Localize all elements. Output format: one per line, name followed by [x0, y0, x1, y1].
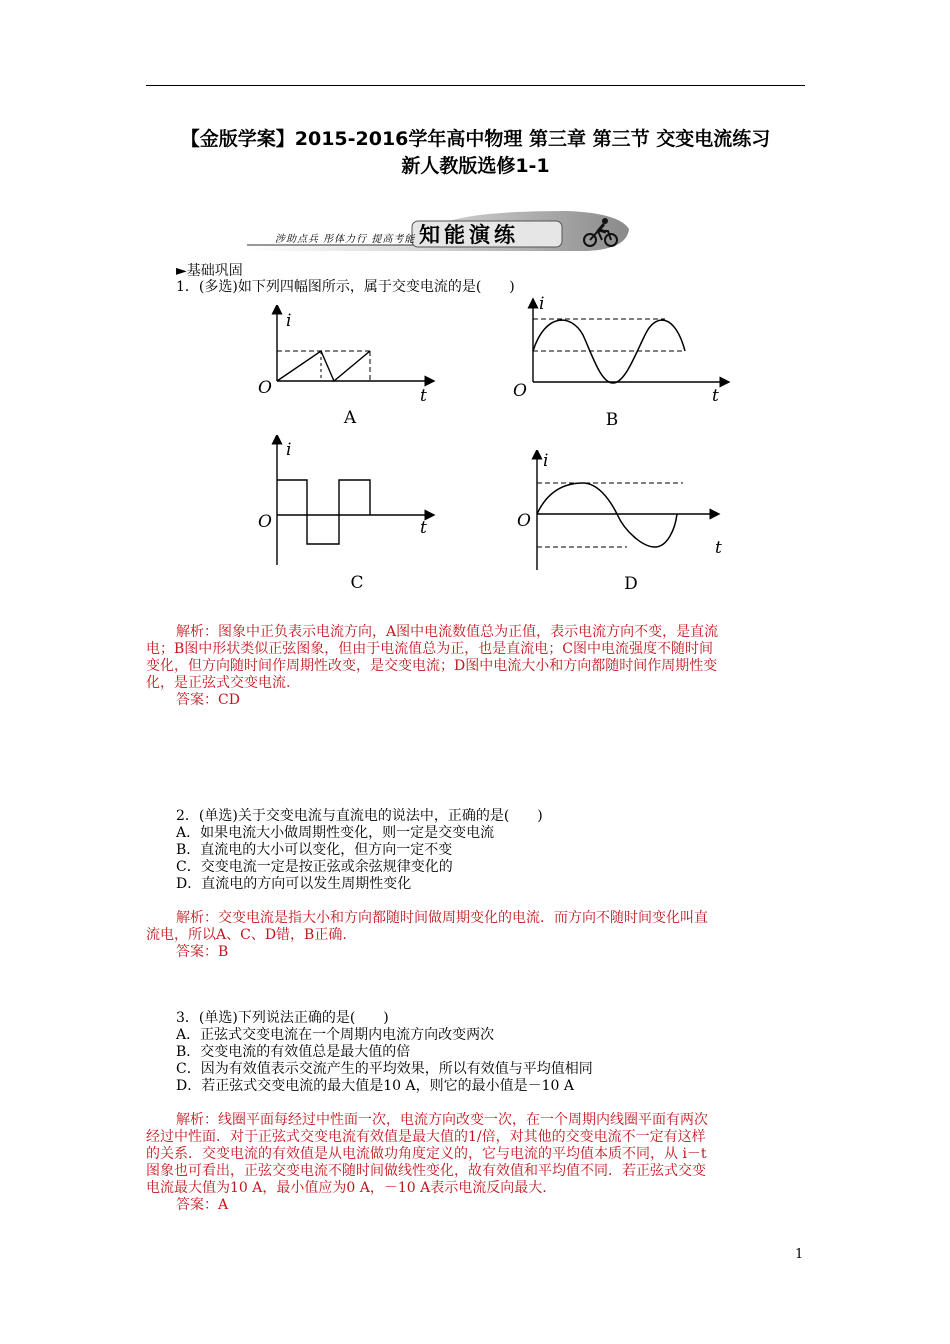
- graph-c-origin: O: [258, 512, 272, 532]
- graph-b: [505, 295, 745, 435]
- q3-analysis-line: 电流最大值为10 A，最小值应为0 A，－10 A表示电流反向最大.: [146, 1180, 547, 1196]
- graph-c-axis-i: i: [286, 440, 292, 460]
- q1-stem: 1．(多选)如下列四幅图所示，属于交变电流的是( ): [176, 279, 515, 295]
- q2-stem: 2．(单选)关于交变电流与直流电的说法中，正确的是( ): [176, 808, 543, 824]
- section-heading: ►基础巩固: [176, 263, 243, 279]
- q2-analysis-line: 流电，所以A、C、D错，B正确.: [146, 927, 347, 943]
- section-banner: [247, 207, 632, 257]
- graph-a-origin: O: [258, 378, 272, 398]
- banner-slogan: 涉助点兵 彤体力行 提高考能: [275, 234, 416, 245]
- page-number: 1: [795, 1247, 804, 1262]
- graph-c-label: C: [350, 573, 364, 593]
- q3-analysis-line: 图象也可看出，正弦交变电流不随时间做线性变化，故有效值和平均值不同．若正弦式交变: [146, 1163, 706, 1179]
- q2-option: A．如果电流大小做周期性变化，则一定是交变电流: [176, 825, 495, 841]
- document-title-line2: 新人教版选修1-1: [401, 155, 550, 177]
- q3-analysis-line: 的关系．交变电流的有效值是从电流做功角度定义的，它与电流的平均值本质不同，从 i－t: [146, 1146, 707, 1162]
- graph-d: [505, 450, 745, 595]
- q2-option: C．交变电流一定是按正弦或余弦规律变化的: [176, 859, 453, 875]
- graph-b-origin: O: [513, 381, 527, 401]
- graph-d-axis-t: t: [715, 538, 722, 558]
- q3-option: D．若正弦式交变电流的最大值是10 A，则它的最小值是－10 A: [176, 1078, 574, 1094]
- header-rule: [146, 85, 805, 86]
- q2-option: B．直流电的大小可以变化，但方向一定不变: [176, 842, 453, 858]
- q2-option: D．直流电的方向可以发生周期性变化: [176, 876, 412, 892]
- q1-analysis-line: 变化，但方向随时间作周期性改变，是交变电流；D图中电流大小和方向都随时间作周期性变: [146, 658, 718, 674]
- banner-label: 知能演练: [419, 222, 519, 247]
- q3-stem: 3．(单选)下列说法正确的是( ): [176, 1010, 389, 1026]
- graph-a-axis-t: t: [420, 386, 427, 406]
- graph-c: [250, 435, 450, 595]
- graph-a: [250, 305, 450, 435]
- q1-analysis-line: 化，是正弦式交变电流.: [146, 675, 291, 691]
- graph-c-axis-t: t: [420, 518, 427, 538]
- graph-a-label: A: [343, 408, 357, 428]
- q2-answer: 答案：B: [176, 944, 229, 960]
- q3-option: A．正弦式交变电流在一个周期内电流方向改变两次: [176, 1027, 495, 1043]
- cyclist-icon: [581, 217, 621, 249]
- q3-analysis-line: 经过中性面．对于正弦式交变电流有效值是最大值的1/倍，对其他的交变电流不一定有这样: [146, 1129, 706, 1145]
- graph-d-label: D: [624, 574, 638, 594]
- graph-a-axis-i: i: [286, 311, 292, 331]
- q3-answer: 答案：A: [176, 1197, 229, 1213]
- graph-d-origin: O: [517, 511, 531, 531]
- q3-option: C．因为有效值表示交流产生的平均效果，所以有效值与平均值相同: [176, 1061, 593, 1077]
- q3-option: B．交变电流的有效值总是最大值的倍: [176, 1044, 411, 1060]
- graph-b-axis-t: t: [712, 386, 719, 406]
- q3-analysis-line: 解析：线圈平面每经过中性面一次，电流方向改变一次，在一个周期内线圈平面有两次: [176, 1112, 708, 1128]
- q1-analysis-line: 解析：图象中正负表示电流方向，A图中电流数值总为正值，表示电流方向不变，是直流: [176, 624, 719, 640]
- q2-analysis-line: 解析：交变电流是指大小和方向都随时间做周期变化的电流．而方向不随时间变化叫直: [176, 910, 708, 926]
- graph-d-axis-i: i: [543, 451, 549, 471]
- q1-answer: 答案：CD: [176, 692, 240, 708]
- graph-b-axis-i: i: [539, 295, 545, 314]
- document-title-line1: 【金版学案】2015-2016学年高中物理 第三章 第三节 交变电流练习: [180, 128, 771, 150]
- q1-analysis-line: 电；B图中形状类似正弦图象，但由于电流值总为正，也是直流电；C图中电流强度不随时间: [146, 641, 713, 657]
- graph-b-label: B: [605, 410, 619, 430]
